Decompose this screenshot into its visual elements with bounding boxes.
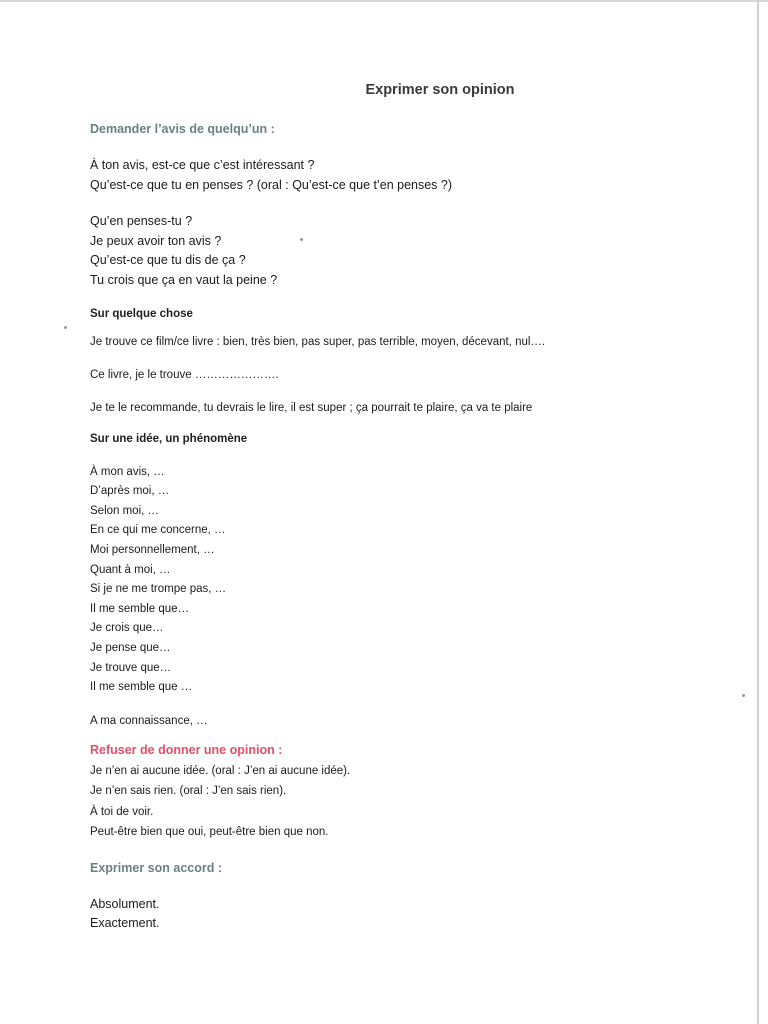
ask-line: Qu’en penses-tu ? [90,214,193,229]
refuse-line: Peut-être bien que oui, peut-être bien que non. [90,826,329,839]
idea-line: Moi personnellement, … [90,543,215,556]
scan-speck [742,694,745,697]
scan-top-edge [0,0,768,2]
idea-line: Il me semble que… [90,602,190,615]
refuse-line: Je n’en sais rien. (oral : J’en sais rien). [90,785,287,798]
idea-line: En ce qui me concerne, … [90,524,226,537]
thing-line: Je te le recommande, tu devrais le lire, il est super ; ça pourrait te plaire, ça va te plaire [90,401,533,414]
ask-group-2 [90,212,730,290]
ask-line: Qu’est-ce que tu en penses ? (oral : Qu’est-ce que t’en penses ?) [90,177,453,192]
section-idea-heading: Sur une idée, un phénomène [90,432,248,445]
ask-group-1 [90,156,730,195]
idea-extra-line: A ma connaissance, … [90,714,208,727]
idea-list [90,463,730,698]
refuse-line: Je n’en ai aucune idée. (oral : J’en ai aucune idée). [90,764,351,777]
idea-line: Selon moi, … [90,504,160,517]
ask-line: Je peux avoir ton avis ? [90,233,222,248]
section-refuse-heading: Refuser de donner une opinion : [90,742,283,757]
refuse-line: À toi de voir. [90,805,154,818]
idea-line: Si je ne me trompe pas, … [90,583,227,596]
scan-right-edge [757,0,759,1024]
document-title: Exprimer son opinion [365,82,515,98]
agree-list [90,895,730,934]
idea-line: À mon avis, … [90,465,165,478]
idea-line: Il me semble que … [90,681,193,694]
ask-line: Tu crois que ça en vaut la peine ? [90,272,278,287]
idea-line: Je trouve que… [90,661,172,674]
section-agree-heading: Exprimer son accord : [90,860,222,875]
thing-line: Ce livre, je le trouve …………………. [90,368,279,381]
idea-line: D’après moi, … [90,485,170,498]
section-thing-heading: Sur quelque chose [90,307,193,320]
ask-line: Qu’est-ce que tu dis de ça ? [90,253,246,268]
scan-speck [64,326,67,329]
agree-line: Exactement. [90,916,160,931]
idea-line: Je crois que… [90,622,164,635]
section-ask-heading: Demander l’avis de quelqu’un : [90,122,275,136]
thing-line: Je trouve ce film/ce livre : bien, très bien, pas super, pas terrible, moyen, décevant, nul…. [90,335,546,348]
ask-line: À ton avis, est-ce que c’est intéressant ? [90,158,315,172]
agree-line: Absolument. [90,896,160,911]
document-page [90,82,730,951]
idea-line: Quant à moi, … [90,563,171,576]
refuse-list [90,761,730,843]
idea-line: Je pense que… [90,641,171,654]
